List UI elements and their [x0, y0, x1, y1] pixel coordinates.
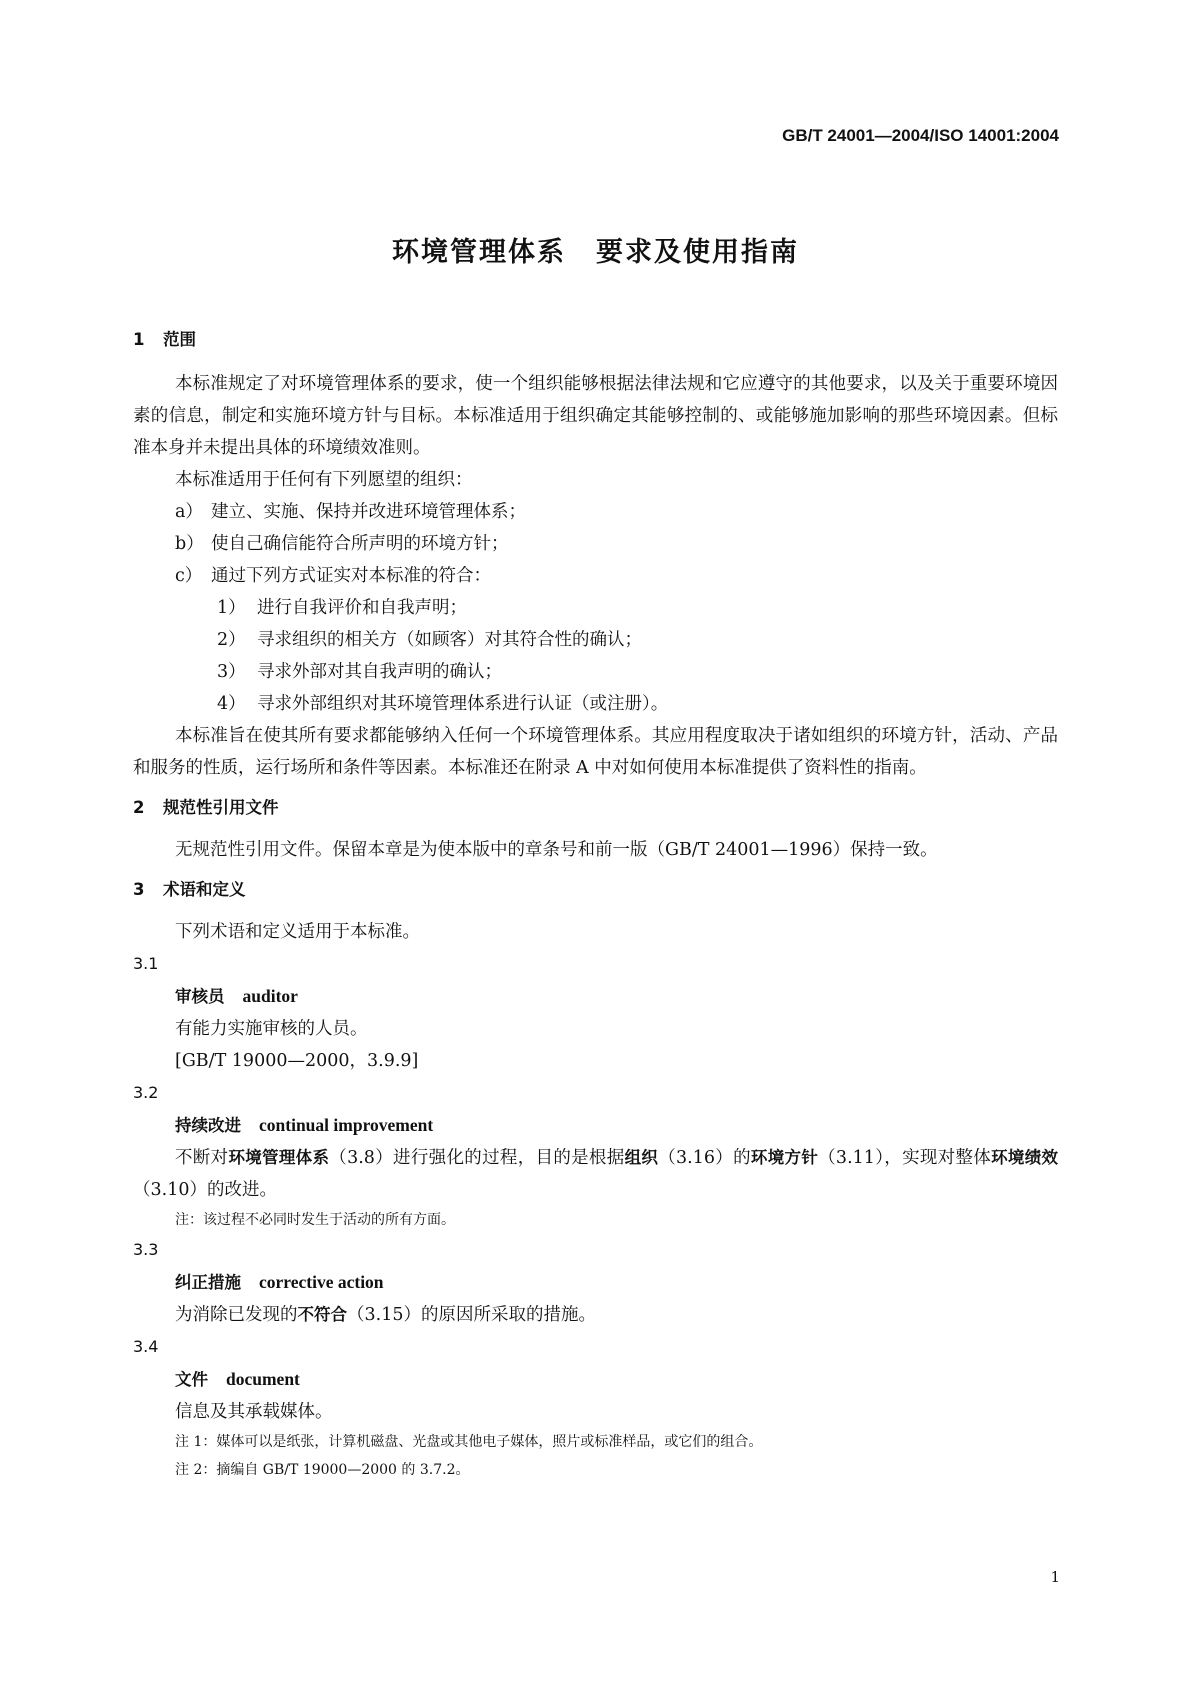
- section-3-intro: 下列术语和定义适用于本标准。: [175, 922, 420, 942]
- list-item-c: c） 通过下列方式证实对本标准的符合：: [175, 566, 491, 586]
- section-1-paragraph-2: 本标准适用于任何有下列愿望的组织：: [175, 470, 473, 490]
- section-1-paragraph-3: 本标准旨在使其所有要求都能够纳入任何一个环境管理体系。其应用程度取决于诸如组织的环境方针，活动、产品和服务的性质，运行场所和条件等因素。本标准还在附录 A 中对如何使用本标准提供了资料性的指南。: [133, 726, 1058, 778]
- list-item-c4: 4） 寻求外部组织对其环境管理体系进行认证（或注册）。: [217, 694, 669, 714]
- title-part1: 环境管理体系: [392, 237, 566, 268]
- list-item-c3: 3） 寻求外部对其自我声明的确认；: [217, 662, 502, 682]
- term-number: 3.4: [133, 1337, 159, 1356]
- term-definition: 不断对环境管理体系（3.8）进行强化的过程，目的是根据组织（3.16）的环境方针（3.11），实现对整体环境绩效（3.10）的改进。: [133, 1148, 1059, 1200]
- term-note-2: 注 2：摘编自 GB/T 19000—2000 的 3.7.2。: [175, 1462, 470, 1478]
- standard-code: GB/T 24001—2004/ISO 14001:2004: [782, 126, 1059, 145]
- term-reference: [GB/T 19000—2000，3.9.9]: [175, 1051, 419, 1071]
- section-2-paragraph: 无规范性引用文件。保留本章是为使本版中的章条号和前一版（GB/T 24001—1996）保持一致。: [175, 840, 938, 860]
- page-number: 1: [1050, 1568, 1060, 1586]
- term-number: 3.2: [133, 1083, 159, 1102]
- list-item-a: a） 建立、实施、保持并改进环境管理体系；: [175, 502, 526, 522]
- list-item-c2: 2） 寻求组织的相关方（如顾客）对其符合性的确认；: [217, 630, 642, 650]
- term-note: 注：该过程不必同时发生于活动的所有方面。: [175, 1212, 455, 1228]
- section-1-paragraph-1: 本标准规定了对环境管理体系的要求，使一个组织能够根据法律法规和它应遵守的其他要求，以及关于重要环境因素的信息，制定和实施环境方针与目标。本标准适用于组织确定其能够控制的、或能够施加影响的那些环境因素。但标准本身并未提出具体的环境绩效准则。: [133, 374, 1058, 458]
- term-heading: 审核员 auditor: [175, 986, 298, 1006]
- list-item-b: b） 使自己确信能符合所声明的环境方针；: [175, 534, 509, 554]
- list-item-c1: 1） 进行自我评价和自我声明；: [217, 598, 467, 618]
- term-definition: 有能力实施审核的人员。: [175, 1019, 368, 1039]
- term-heading: 持续改进 continual improvement: [175, 1115, 434, 1135]
- document-body: [133, 330, 1058, 1484]
- title-part2: 要求及使用指南: [596, 237, 799, 268]
- term-number: 3.3: [133, 1240, 159, 1259]
- term-heading: 文件 document: [175, 1369, 300, 1389]
- section-2-heading: 2 规范性引用文件: [133, 798, 279, 817]
- term-definition: 信息及其承载媒体。: [175, 1402, 333, 1422]
- term-note-1: 注 1：媒体可以是纸张，计算机磁盘、光盘或其他电子媒体，照片或标准样品，或它们的组合。: [175, 1434, 763, 1450]
- term-definition: 为消除已发现的不符合（3.15）的原因所采取的措施。: [175, 1305, 596, 1325]
- section-3-heading: 3 术语和定义: [133, 880, 246, 899]
- section-1-heading: 1 范围: [133, 330, 196, 349]
- term-number: 3.1: [133, 954, 159, 973]
- document-title: [0, 230, 1191, 269]
- term-heading: 纠正措施 corrective action: [175, 1272, 384, 1292]
